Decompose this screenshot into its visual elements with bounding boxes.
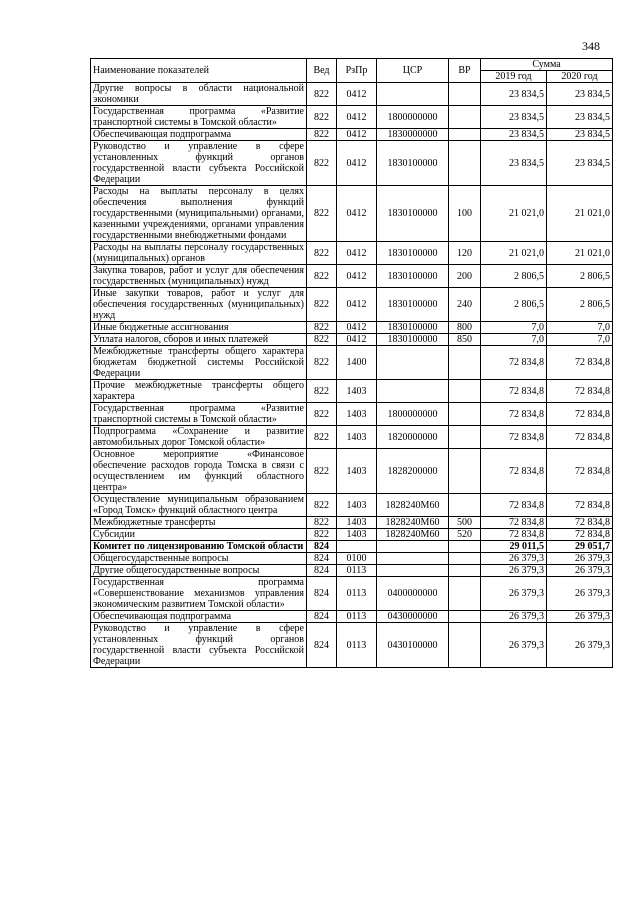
row-2019-cell: 23 834,5 xyxy=(481,141,547,186)
row-rzpr-cell: 0412 xyxy=(337,242,377,265)
row-ved-cell: 822 xyxy=(307,322,337,334)
row-csr-cell: 0400000000 xyxy=(377,577,449,611)
row-2019-cell: 26 379,3 xyxy=(481,577,547,611)
row-2019-cell: 72 834,8 xyxy=(481,449,547,494)
row-vr-cell: 500 xyxy=(449,517,481,529)
row-2020-cell: 26 379,3 xyxy=(547,553,613,565)
row-2019-cell: 72 834,8 xyxy=(481,346,547,380)
row-ved-cell: 824 xyxy=(307,577,337,611)
row-2020-cell: 26 379,3 xyxy=(547,577,613,611)
table-row xyxy=(91,346,613,380)
row-name-cell: Расходы на выплаты персоналу в целях обеспечения выполнения функций государственными (муниципальными) органами, казенными учреждениями, органами управления государственными внебюджетными фондами xyxy=(91,186,307,242)
table-row xyxy=(91,334,613,346)
row-csr-cell: 1830100000 xyxy=(377,186,449,242)
row-2020-cell: 26 379,3 xyxy=(547,565,613,577)
row-name-cell: Закупка товаров, работ и услуг для обеспечения государственных (муниципальных) нужд xyxy=(91,265,307,288)
row-2019-cell: 2 806,5 xyxy=(481,288,547,322)
row-2020-cell: 21 021,0 xyxy=(547,242,613,265)
row-2020-cell: 7,0 xyxy=(547,334,613,346)
row-2019-cell: 72 834,8 xyxy=(481,403,547,426)
row-2019-cell: 2 806,5 xyxy=(481,265,547,288)
row-rzpr-cell: 1403 xyxy=(337,449,377,494)
row-name-cell: Государственная программа «Развитие транспортной системы в Томской области» xyxy=(91,403,307,426)
row-csr-cell: 1830100000 xyxy=(377,288,449,322)
row-csr-cell: 1830100000 xyxy=(377,265,449,288)
row-2020-cell: 23 834,5 xyxy=(547,106,613,129)
row-vr-cell: 240 xyxy=(449,288,481,322)
row-rzpr-cell: 0412 xyxy=(337,288,377,322)
row-vr-cell xyxy=(449,449,481,494)
row-ved-cell: 822 xyxy=(307,186,337,242)
table-row xyxy=(91,242,613,265)
row-name-cell: Иные бюджетные ассигнования xyxy=(91,322,307,334)
row-2019-cell: 26 379,3 xyxy=(481,565,547,577)
row-vr-cell: 800 xyxy=(449,322,481,334)
row-2020-cell: 2 806,5 xyxy=(547,288,613,322)
row-rzpr-cell xyxy=(337,541,377,553)
row-2020-cell: 72 834,8 xyxy=(547,403,613,426)
row-csr-cell xyxy=(377,553,449,565)
table-row xyxy=(91,288,613,322)
row-ved-cell: 822 xyxy=(307,517,337,529)
row-2020-cell: 2 806,5 xyxy=(547,265,613,288)
row-vr-cell xyxy=(449,541,481,553)
row-rzpr-cell: 0113 xyxy=(337,611,377,623)
row-rzpr-cell: 1400 xyxy=(337,346,377,380)
row-ved-cell: 824 xyxy=(307,565,337,577)
row-2020-cell: 72 834,8 xyxy=(547,449,613,494)
row-vr-cell: 120 xyxy=(449,242,481,265)
row-name-cell: Руководство и управление в сфере установленных функций органов государственной власти субъекта Российской Федерации xyxy=(91,623,307,668)
table-row xyxy=(91,529,613,541)
row-vr-cell xyxy=(449,565,481,577)
row-ved-cell: 822 xyxy=(307,141,337,186)
row-2019-cell: 26 379,3 xyxy=(481,623,547,668)
row-2019-cell: 72 834,8 xyxy=(481,380,547,403)
header-name: Наименование показателей xyxy=(91,59,307,83)
row-csr-cell: 1828240М60 xyxy=(377,529,449,541)
row-2020-cell: 26 379,3 xyxy=(547,623,613,668)
row-vr-cell xyxy=(449,623,481,668)
row-ved-cell: 824 xyxy=(307,541,337,553)
table-row xyxy=(91,403,613,426)
row-2020-cell: 23 834,5 xyxy=(547,141,613,186)
row-ved-cell: 822 xyxy=(307,129,337,141)
table-row xyxy=(91,565,613,577)
row-rzpr-cell: 0412 xyxy=(337,106,377,129)
table-row xyxy=(91,494,613,517)
row-name-cell: Подпрограмма «Сохранение и развитие автомобильных дорог Томской области» xyxy=(91,426,307,449)
row-ved-cell: 824 xyxy=(307,611,337,623)
row-rzpr-cell: 1403 xyxy=(337,403,377,426)
row-rzpr-cell: 0412 xyxy=(337,83,377,106)
row-csr-cell xyxy=(377,565,449,577)
row-name-cell: Основное мероприятие «Финансовое обеспечение расходов города Томска в связи с осуществлением им функций областного центра» xyxy=(91,449,307,494)
row-2019-cell: 26 379,3 xyxy=(481,553,547,565)
row-vr-cell: 850 xyxy=(449,334,481,346)
header-year-2019: 2019 год xyxy=(481,71,547,83)
row-2020-cell: 72 834,8 xyxy=(547,517,613,529)
row-vr-cell xyxy=(449,426,481,449)
row-rzpr-cell: 0412 xyxy=(337,129,377,141)
row-ved-cell: 822 xyxy=(307,83,337,106)
table-row xyxy=(91,106,613,129)
row-ved-cell: 822 xyxy=(307,334,337,346)
row-rzpr-cell: 1403 xyxy=(337,494,377,517)
table-row xyxy=(91,129,613,141)
row-vr-cell: 200 xyxy=(449,265,481,288)
row-ved-cell: 822 xyxy=(307,106,337,129)
row-rzpr-cell: 0412 xyxy=(337,141,377,186)
row-name-cell: Комитет по лицензированию Томской области xyxy=(91,541,307,553)
table-row xyxy=(91,623,613,668)
row-csr-cell xyxy=(377,380,449,403)
row-ved-cell: 822 xyxy=(307,380,337,403)
row-2019-cell: 29 011,5 xyxy=(481,541,547,553)
row-2020-cell: 26 379,3 xyxy=(547,611,613,623)
row-csr-cell xyxy=(377,83,449,106)
row-vr-cell xyxy=(449,83,481,106)
row-csr-cell xyxy=(377,541,449,553)
table-row xyxy=(91,577,613,611)
row-vr-cell xyxy=(449,577,481,611)
row-rzpr-cell: 1403 xyxy=(337,517,377,529)
row-ved-cell: 822 xyxy=(307,265,337,288)
table-row xyxy=(91,186,613,242)
row-csr-cell: 1830100000 xyxy=(377,242,449,265)
row-name-cell: Государственная программа «Совершенствование механизмов управления экономическим развитием Томской области» xyxy=(91,577,307,611)
row-2020-cell: 21 021,0 xyxy=(547,186,613,242)
row-vr-cell xyxy=(449,129,481,141)
row-vr-cell xyxy=(449,380,481,403)
row-name-cell: Общегосударственные вопросы xyxy=(91,553,307,565)
row-rzpr-cell: 0412 xyxy=(337,186,377,242)
row-2019-cell: 72 834,8 xyxy=(481,517,547,529)
row-rzpr-cell: 0412 xyxy=(337,334,377,346)
table-row xyxy=(91,322,613,334)
row-2019-cell: 21 021,0 xyxy=(481,242,547,265)
row-2020-cell: 23 834,5 xyxy=(547,129,613,141)
table-row xyxy=(91,265,613,288)
row-rzpr-cell: 1403 xyxy=(337,529,377,541)
row-csr-cell xyxy=(377,346,449,380)
row-2019-cell: 72 834,8 xyxy=(481,529,547,541)
row-csr-cell: 1800000000 xyxy=(377,106,449,129)
table-row xyxy=(91,141,613,186)
row-name-cell: Государственная программа «Развитие транспортной системы в Томской области» xyxy=(91,106,307,129)
row-ved-cell: 822 xyxy=(307,529,337,541)
row-name-cell: Уплата налогов, сборов и иных платежей xyxy=(91,334,307,346)
row-2020-cell: 23 834,5 xyxy=(547,83,613,106)
row-ved-cell: 822 xyxy=(307,403,337,426)
row-vr-cell xyxy=(449,346,481,380)
row-2019-cell: 26 379,3 xyxy=(481,611,547,623)
row-ved-cell: 824 xyxy=(307,623,337,668)
row-csr-cell: 1830000000 xyxy=(377,129,449,141)
row-2019-cell: 7,0 xyxy=(481,322,547,334)
header-ved: Вед xyxy=(307,59,337,83)
table-row xyxy=(91,83,613,106)
row-2019-cell: 23 834,5 xyxy=(481,83,547,106)
row-2020-cell: 29 051,7 xyxy=(547,541,613,553)
row-rzpr-cell: 0113 xyxy=(337,565,377,577)
row-rzpr-cell: 0113 xyxy=(337,623,377,668)
page-number: 348 xyxy=(582,39,600,53)
row-csr-cell: 1828240М60 xyxy=(377,517,449,529)
row-csr-cell: 0430000000 xyxy=(377,611,449,623)
row-ved-cell: 822 xyxy=(307,426,337,449)
row-name-cell: Обеспечивающая подпрограмма xyxy=(91,611,307,623)
row-name-cell: Другие вопросы в области национальной экономики xyxy=(91,83,307,106)
row-2020-cell: 72 834,8 xyxy=(547,529,613,541)
row-2020-cell: 72 834,8 xyxy=(547,346,613,380)
header-vr: ВР xyxy=(449,59,481,83)
row-2019-cell: 7,0 xyxy=(481,334,547,346)
row-2020-cell: 72 834,8 xyxy=(547,380,613,403)
row-csr-cell: 1820000000 xyxy=(377,426,449,449)
row-name-cell: Другие общегосударственные вопросы xyxy=(91,565,307,577)
row-name-cell: Субсидии xyxy=(91,529,307,541)
row-csr-cell: 1830100000 xyxy=(377,334,449,346)
table-row xyxy=(91,517,613,529)
row-rzpr-cell: 1403 xyxy=(337,380,377,403)
row-vr-cell xyxy=(449,106,481,129)
budget-table xyxy=(90,58,613,668)
table-row xyxy=(91,426,613,449)
row-name-cell: Осуществление муниципальным образованием «Город Томск» функций областного центра xyxy=(91,494,307,517)
row-csr-cell: 1830100000 xyxy=(377,141,449,186)
row-ved-cell: 822 xyxy=(307,242,337,265)
row-2020-cell: 72 834,8 xyxy=(547,494,613,517)
row-csr-cell: 1828200000 xyxy=(377,449,449,494)
row-name-cell: Межбюджетные трансферты общего характера бюджетам бюджетной системы Российской Федерации xyxy=(91,346,307,380)
table-row xyxy=(91,541,613,553)
row-2019-cell: 23 834,5 xyxy=(481,129,547,141)
header-sum: Сумма xyxy=(481,59,613,71)
row-name-cell: Прочие межбюджетные трансферты общего характера xyxy=(91,380,307,403)
row-rzpr-cell: 0113 xyxy=(337,577,377,611)
row-name-cell: Иные закупки товаров, работ и услуг для обеспечения государственных (муниципальных) нужд xyxy=(91,288,307,322)
row-csr-cell: 0430100000 xyxy=(377,623,449,668)
table-row xyxy=(91,449,613,494)
row-ved-cell: 822 xyxy=(307,449,337,494)
row-2019-cell: 72 834,8 xyxy=(481,426,547,449)
row-ved-cell: 824 xyxy=(307,553,337,565)
row-2020-cell: 72 834,8 xyxy=(547,426,613,449)
header-rzpr: РзПр xyxy=(337,59,377,83)
table-row xyxy=(91,553,613,565)
row-name-cell: Обеспечивающая подпрограмма xyxy=(91,129,307,141)
table-row xyxy=(91,611,613,623)
row-csr-cell: 1828240М60 xyxy=(377,494,449,517)
row-2019-cell: 72 834,8 xyxy=(481,494,547,517)
row-ved-cell: 822 xyxy=(307,494,337,517)
row-2020-cell: 7,0 xyxy=(547,322,613,334)
row-name-cell: Расходы на выплаты персоналу государственных (муниципальных) органов xyxy=(91,242,307,265)
row-vr-cell xyxy=(449,403,481,426)
row-vr-cell xyxy=(449,494,481,517)
row-name-cell: Руководство и управление в сфере установленных функций органов государственной власти субъекта Российской Федерации xyxy=(91,141,307,186)
row-vr-cell: 100 xyxy=(449,186,481,242)
row-rzpr-cell: 0412 xyxy=(337,322,377,334)
table-row xyxy=(91,380,613,403)
row-vr-cell: 520 xyxy=(449,529,481,541)
row-vr-cell xyxy=(449,141,481,186)
row-csr-cell: 1800000000 xyxy=(377,403,449,426)
row-name-cell: Межбюджетные трансферты xyxy=(91,517,307,529)
row-rzpr-cell: 0412 xyxy=(337,265,377,288)
row-2019-cell: 23 834,5 xyxy=(481,106,547,129)
row-csr-cell: 1830100000 xyxy=(377,322,449,334)
row-rzpr-cell: 1403 xyxy=(337,426,377,449)
row-ved-cell: 822 xyxy=(307,346,337,380)
table-body xyxy=(91,83,613,668)
row-2019-cell: 21 021,0 xyxy=(481,186,547,242)
row-ved-cell: 822 xyxy=(307,288,337,322)
row-vr-cell xyxy=(449,553,481,565)
row-vr-cell xyxy=(449,611,481,623)
row-rzpr-cell: 0100 xyxy=(337,553,377,565)
header-csr: ЦСР xyxy=(377,59,449,83)
header-year-2020: 2020 год xyxy=(547,71,613,83)
